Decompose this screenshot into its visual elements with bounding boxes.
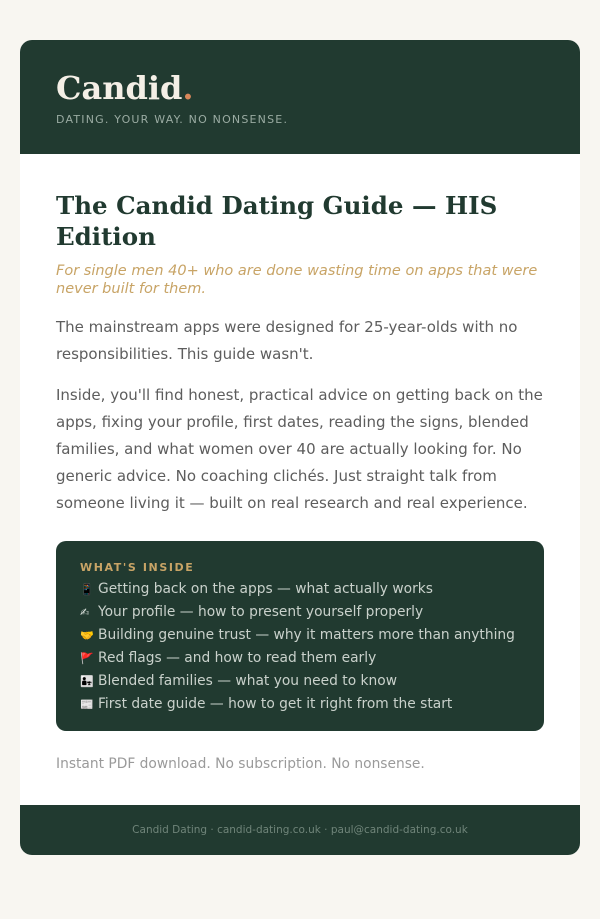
subtitle: For single men 40+ who are done wasting time on apps that were never built for them. [56,263,538,297]
footer [20,805,580,855]
list-item-text: First date guide — how to get it right from the start [98,696,453,712]
description-paragraph: Inside, you'll find honest, practical advice on getting back on the apps, fixing your profile, first dates, reading the signs, blended families, and what women over 40 are actually looking for. No generic advice. No coaching clichés. Just straight talk from someone living it — built on real research and real experience. [56,386,543,512]
list-item [80,581,520,598]
list-item [80,627,520,644]
list-item-text: Blended families — what you need to know [98,673,397,689]
list-item [80,696,520,713]
list-item-text: Building genuine trust — why it matters more than anything [98,627,515,643]
download-note: Instant PDF download. No subscription. No nonsense. [56,756,425,772]
phone-icon: 📱 [80,583,94,596]
whats-inside-box [56,541,544,731]
family-icon: 👨‍👧 [80,675,94,688]
list-item-text: Getting back on the apps — what actually works [98,581,433,597]
logo-dot: . [182,69,194,107]
handshake-icon: 🤝 [80,629,94,642]
list-item-text: Red flags — and how to read them early [98,650,377,666]
whats-inside-heading: WHAT'S INSIDE [80,561,195,574]
tagline: DATING. YOUR WAY. NO NONSENSE. [56,113,289,126]
list-item [80,673,520,690]
logo-text: Candid [56,69,183,107]
intro-paragraph: The mainstream apps were designed for 25-year-olds with no responsibilities. This guide wasn't. [56,318,518,363]
writing-hand-icon: ✍ [80,606,90,619]
guide-icon: 📰 [80,698,94,711]
guide-card [20,40,580,855]
list-item [80,650,520,667]
header [20,40,580,154]
main-content [20,154,580,805]
list-item [80,604,520,621]
footer-text: Candid Dating · candid-dating.co.uk · paul@candid-dating.co.uk [132,824,468,836]
red-flag-icon: 🚩 [80,652,94,665]
list-item-text: Your profile — how to present yourself properly [98,604,424,620]
page-title: The Candid Dating Guide — HIS Edition [56,191,498,251]
logo [56,70,544,106]
